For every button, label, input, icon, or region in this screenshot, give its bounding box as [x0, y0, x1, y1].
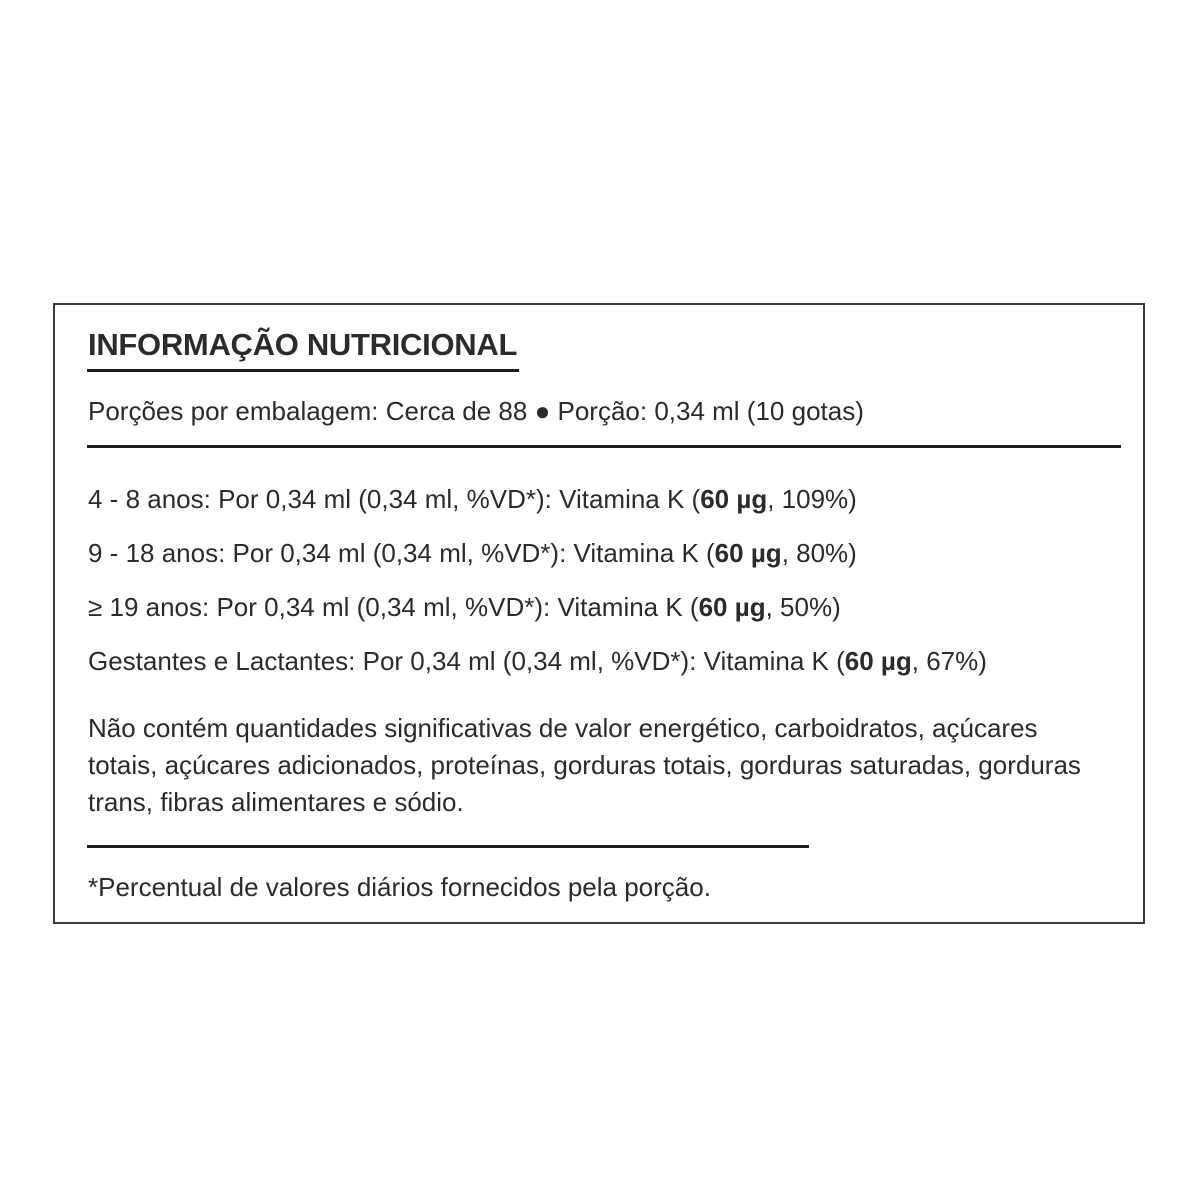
row-amount: 60 µg — [844, 646, 912, 676]
footnote: *Percentual de valores diários fornecidos pela porção. — [88, 872, 711, 902]
serving-divider — [87, 445, 1121, 448]
row-prefix: ≥ 19 anos: Por 0,34 ml (0,34 ml, %VD*): Vitamina K ( — [88, 592, 699, 622]
row-amount: 60 µg — [700, 484, 768, 514]
nutrient-row — [88, 484, 857, 514]
row-suffix: , 80%) — [781, 538, 857, 568]
nutrient-row — [88, 592, 841, 622]
row-prefix: Gestantes e Lactantes: Por 0,34 ml (0,34 ml, %VD*): Vitamina K ( — [88, 646, 845, 676]
row-amount: 60 µg — [698, 592, 766, 622]
nutrient-row — [88, 646, 987, 676]
row-prefix: 9 - 18 anos: Por 0,34 ml (0,34 ml, %VD*): Vitamina K ( — [88, 538, 715, 568]
row-suffix: , 109%) — [767, 484, 857, 514]
serving-info: Porções por embalagem: Cerca de 88 ● Porção: 0,34 ml (10 gotas) — [88, 396, 864, 426]
footnote-divider — [87, 845, 809, 848]
row-prefix: 4 - 8 anos: Por 0,34 ml (0,34 ml, %VD*): Vitamina K ( — [88, 484, 701, 514]
row-amount: 60 µg — [714, 538, 782, 568]
nutrient-row — [88, 538, 857, 568]
row-suffix: , 50%) — [765, 592, 841, 622]
row-suffix: , 67%) — [911, 646, 987, 676]
label-title: INFORMAÇÃO NUTRICIONAL — [88, 327, 518, 362]
title-underline — [87, 369, 519, 372]
nutrition-label — [53, 303, 1145, 924]
no-significant-amounts-text: Não contém quantidades significativas de valor energético, carboidratos, açúcares totais, açúcares adicionados, proteínas, gorduras totais, gorduras saturadas, gorduras trans, fibras alimentares e sódio. — [88, 713, 1081, 817]
